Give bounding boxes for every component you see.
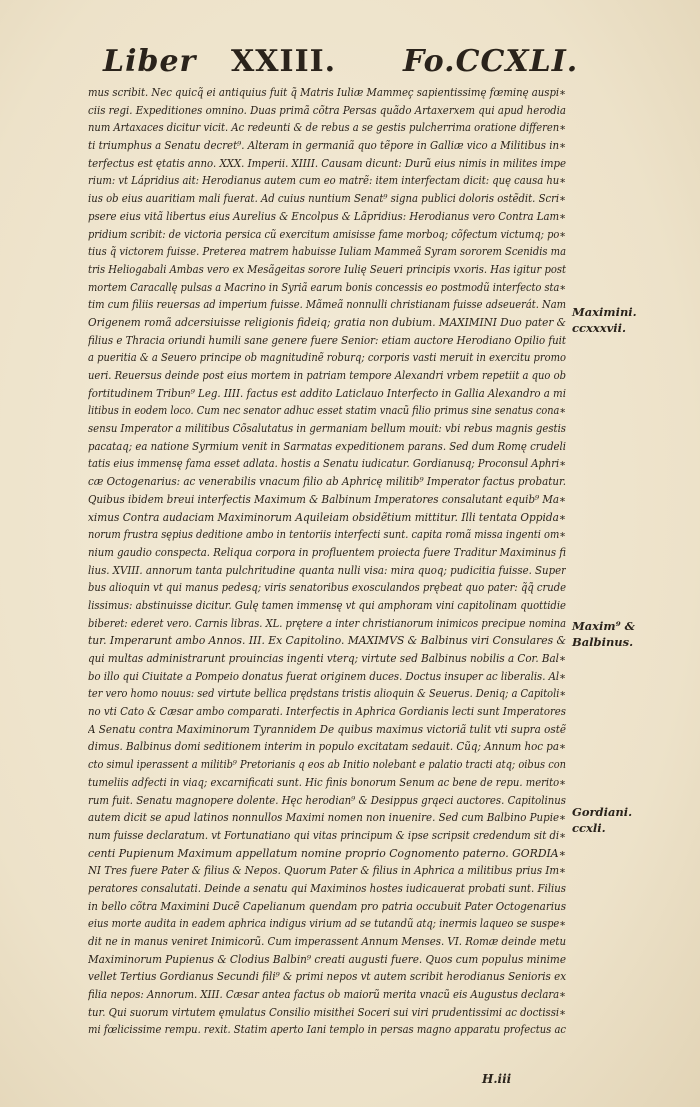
text-line: centi Pupienum Maximum appellatum nomine proprio Cognomento paterno. GORDIA∗ (88, 846, 566, 860)
margin-note-line: Balbinus. (572, 635, 634, 649)
signature-mark: H.iii (482, 1072, 512, 1086)
text-line: NI Tres fuere Pater & filius & Nepos. Quorum Pater & filius in Aphrica a militibus prius Im∗ (88, 864, 566, 878)
text-line: Origenem romã adcersiuisse religionis fideiq; gratia non dubium. MAXIMINI Duo pater & (88, 315, 566, 329)
text-line: filius e Thracia oriundi humili sane genere fuere Senior: etiam auctore Herodiano Opilio fuit (88, 333, 566, 347)
text-line: rium: vt Lápridius ait: Herodianus autem cum eo matrẽ: item interfectam dicit: quę causa hu∗ (88, 174, 566, 188)
text-line: autem dicit se apud latinos nonnullos Maximi nomen non inuenire. Sed cum Balbino Pupie∗ (88, 811, 566, 825)
text-line: tur. Imperarunt ambo Annos. III. Ex Capitolino. MAXIMVS & Balbinus viri Consulares & (88, 634, 566, 648)
margin-note-line: ccxli. (572, 821, 606, 835)
text-line: pacataq; ea natione Syrmium venit in Sarmatas expeditionem parans. Sed dum Romę crudeli (88, 439, 566, 453)
body-text (88, 84, 566, 1039)
margin-note-maximus-balbinus (572, 618, 662, 650)
text-line: dit ne in manus veniret Inimicorũ. Cum imperassent Annum Menses. VI. Romæ deinde metu (88, 935, 566, 948)
text-line: ius ob eius auaritiam mali fuerat. Ad cuius nuntium Senat⁹ signa publici doloris ostẽdit. Scri∗ (88, 192, 566, 206)
text-line: mus scribit. Nec quicq̃ ei antiquius fuit q̃ Matris Iuliæ Mammeç sapientissimę fœminę auspi∗ (88, 86, 566, 99)
text-line: Quibus ibidem breui interfectis Maximum & Balbinum Imperatores consalutant equib⁹ Ma∗ (88, 492, 566, 506)
text-line: terfectus est ętatis anno. XXX. Imperii. XIIII. Causam dicunt: Durũ eius nimis in milites impe (88, 156, 566, 170)
text-line: fortitudinem Tribun⁹ Leg. IIII. factus est addito Laticlauo Interfecto in Gallia Alexandro a mi (88, 386, 566, 400)
text-line: num fuisse declaratum. vt Fortunatiano qui vitas principum & ipse scripsit credendum sit di∗ (88, 828, 566, 842)
text-line: norum frustra sępius deditione ambo in tentoriis interfecti sunt. capita romã missa ingenti om∗ (88, 528, 566, 542)
margin-note-line: Maximini. (572, 305, 637, 319)
text-line: ter vero homo nouus: sed virtute bellica prędstans tristis alioquin & Seuerus. Deniq; a Capitoli∗ (88, 687, 566, 701)
text-line: pridium scribit: de victoria persica cũ exercitum amisisse fame morboq; cõfectum victumq; po∗ (88, 227, 566, 241)
text-line: qui multas administrarunt prouincias ingenti vterq; virtute sed Balbinus nobilis a Cor. Bal∗ (88, 652, 566, 665)
text-line: vellet Tertius Gordianus Secundi fili⁹ & primi nepos vt autem scribit herodianus Senioris ex (88, 970, 566, 984)
text-line: rum fuit. Senatu magnopere dolente. Hęc herodian⁹ & Desippus grąeci auctores. Capitolinus (88, 793, 566, 807)
text-line: eius morte audita in eadem aphrica indigus virium ad se tutandũ atq; inermis laqueo se suspe∗ (88, 917, 566, 931)
margin-note-line: Maxim⁹ & (572, 619, 635, 633)
text-line: Maximinorum Pupienus & Clodius Balbin⁹ creati augusti fuere. Quos cum populus minime (88, 952, 566, 966)
text-line: dimus. Balbinus domi seditionem interim in populo excitatam sedauit. Cũq; Annum hoc pa∗ (88, 740, 566, 754)
text-line: a pueritia & a Seuero principe ob magnitudinẽ roburq; corporis vasti meruit in exercitu promo (88, 351, 566, 365)
text-line: peratores consalutati. Deinde a senatu qui Maximinos hostes iudicauerat probati sunt. Filius (88, 881, 566, 895)
text-line: mi fœlicissime rempu. rexit. Statim aperto Iani templo in persas magno apparatu profectus ac (88, 1023, 566, 1037)
text-line: ueri. Reuersus deinde post eius mortem in patriam tempore Alexandri vrbem repetiit a quo ob (88, 369, 566, 382)
text-line: ximus Contra audaciam Maximinorum Aquileiam obsidẽtium mittitur. Illi tentata Oppida∗ (88, 510, 566, 524)
header-liber: Liber (103, 44, 197, 79)
text-line: cæ Octogenarius: ac venerabilis vnacum filio ab Aphricę militib⁹ Imperator factus probatur. (88, 475, 566, 489)
text-line: bus alioquin vt qui manus pedesq; viris senatoribus exosculandos prębeat quo pater: q̃q̃ crude (88, 581, 566, 595)
running-header (103, 44, 593, 84)
margin-note-line: ccxxxvii. (572, 321, 626, 335)
margin-note-line: Gordiani. (572, 805, 633, 819)
margin-note-maximini (572, 304, 662, 336)
header-book-number: XXIII. (231, 44, 337, 79)
text-line: mortem Caracallę pulsas a Macrino in Syriã earum bonis concessis eo postmodũ interfecto sta∗ (88, 280, 566, 294)
text-line: litibus in eodem loco. Cum nec senator adhuc esset statim vnacũ filio primus sine senatus cona∗ (88, 404, 566, 418)
text-line: num Artaxaces dicitur vicit. Ac redeunti & de rebus a se gestis pulcherrima oratione differen∗ (88, 121, 566, 135)
header-folio: Fo.CCXLI. (403, 44, 579, 79)
text-line: A Senatu contra Maximinorum Tyrannidem De quibus maximus victoriã tulit vti supra ostẽ (88, 722, 566, 736)
text-line: filia nepos: Annorum. XIII. Cæsar antea factus ob maiorũ merita vnacũ eis Augustus declara∗ (88, 988, 566, 1002)
text-line: cto simul iperassent a militib⁹ Pretorianis q eos ab Initio nolebant e palatio tracti atq; oibus con (88, 758, 566, 772)
text-line: bo illo qui Ciuitate a Pompeio donatus fuerat originem duces. Doctus insuper ac liberalis. Al∗ (88, 669, 566, 683)
text-line: tur. Qui suorum virtutem ęmulatus Consilio misithei Soceri sui viri prudentissimi ac doctissi∗ (88, 1005, 566, 1019)
text-line: no vti Cato & Cæsar ambo comparati. Interfectis in Aphrica Gordianis lecti sunt Imperatores (88, 705, 566, 719)
text-line: ciis regi. Expeditiones omnino. Duas primã cõtra Persas quãdo Artaxerxem qui apud herodia (88, 103, 566, 117)
text-line: ti triumphus a Senatu decret⁹. Alteram in germaniã quo tẽpore in Galliæ vico a Militibus in∗ (88, 139, 566, 153)
text-line: tim cum filiis reuersas ad imperium fuisse. Mãmeã nonnulli christianam fuisse adseuerát. Nam (88, 298, 566, 312)
margin-note-gordiani (572, 804, 662, 836)
text-line: lius. XVIII. annorum tanta pulchritudine quanta nulli visa: mira quoq; pudicitia fuisse. Super (88, 563, 566, 577)
text-line: tris Heliogabali Ambas vero ex Mesãgeitas sorore Iulię Seueri principis vxoris. Has igitur post (88, 262, 566, 276)
text-line: tatis eius immensę fama esset adlata. hostis a Senatu iudicatur. Gordianusq; Proconsul Aphri∗ (88, 457, 566, 471)
text-line: tumeliis adfecti in viaq; excarnificati sunt. Hic finis bonorum Senum ac bene de repu. merito∗ (88, 775, 566, 789)
text-line: biberet: ederet vero. Carnis libras. XL. prętere a inter christianorum inimicos precipue nomina (88, 616, 566, 630)
text-line: tius q̃ victorem fuisse. Preterea matrem habuisse Iuliam Mammeã Syram sororem Scenidis ma (88, 245, 566, 259)
text-line: sensu Imperator a militibus Cõsalutatus in germaniam bellum mouit: vbi rebus magnis gestis (88, 422, 566, 436)
text-line: lissimus: abstinuisse dicitur. Gulę tamen immensę vt qui amphoram vini capitolinam quottidie (88, 598, 566, 612)
text-line: nium gaudio conspecta. Reliqua corpora in profluentem proiecta fuere Traditur Maximinus fi (88, 545, 566, 559)
text-line: in bello cõtra Maximini Ducẽ Capelianum quendam pro patria occubuit Pater Octogenarius (88, 899, 566, 913)
text-line: psere eius vitã libertus eius Aurelius & Encolpus & Lãpridius: Herodianus vero Contra Lam∗ (88, 209, 566, 223)
